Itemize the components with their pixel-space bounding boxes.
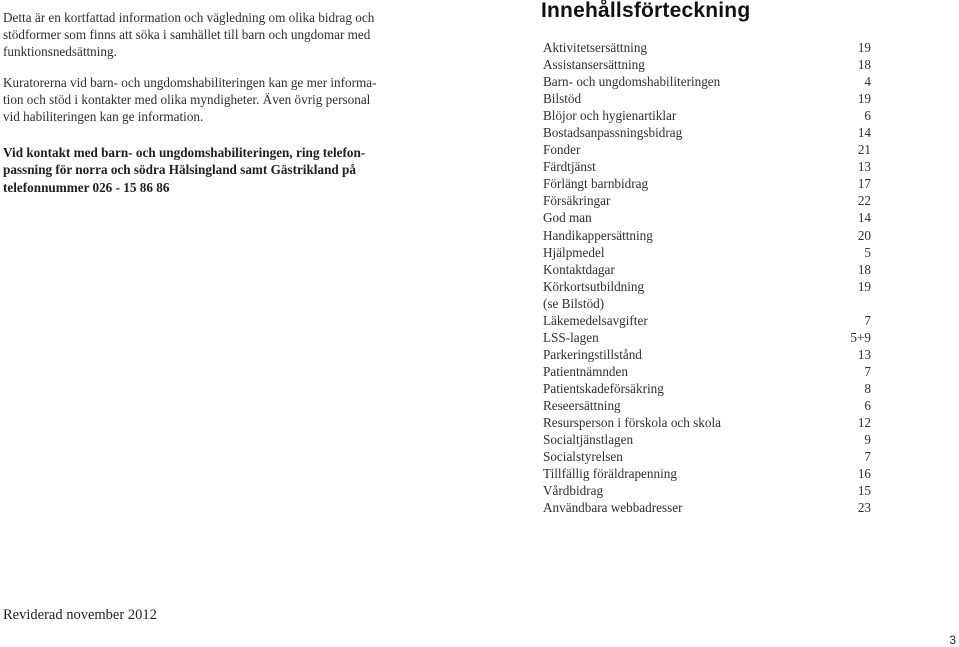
- toc-entry-page: 14: [857, 125, 871, 141]
- toc-entry: [543, 261, 871, 278]
- toc-entry-label: (se Bilstöd): [543, 295, 605, 311]
- toc-entry-label: LSS-lagen: [543, 329, 599, 345]
- toc-entry: [543, 278, 871, 295]
- toc-entry: [543, 227, 871, 244]
- toc-entry: [543, 141, 871, 158]
- toc-entry: [543, 482, 871, 499]
- toc-entry-label: Kontaktdagar: [543, 261, 615, 277]
- toc-entry-page: 12: [857, 415, 871, 431]
- toc-entry: [543, 499, 871, 516]
- toc-entry: [543, 56, 871, 73]
- contact-paragraph: [3, 144, 398, 196]
- toc-entry-label: Resursperson i förskola och skola: [543, 415, 721, 431]
- toc-entry-page: 19: [857, 91, 871, 107]
- toc-entry-label: Fonder: [543, 142, 581, 158]
- toc-entry-page: 15: [857, 483, 871, 499]
- toc-entry-page: 19: [857, 278, 871, 294]
- toc-entry-page: 9: [864, 432, 871, 448]
- toc-entry-page: 13: [857, 346, 871, 362]
- page-number: 3: [949, 633, 956, 647]
- toc-entry-label: Förlängt barnbidrag: [543, 176, 649, 192]
- toc-entry-label: Assistansersättning: [543, 57, 645, 73]
- toc-entry-page: 5: [864, 244, 871, 260]
- toc-entry: [543, 90, 871, 107]
- toc-entry-label: Bilstöd: [543, 91, 582, 107]
- toc-entry: [543, 414, 871, 431]
- toc-entry-label: Aktivitetsersättning: [543, 40, 648, 55]
- toc-entry: [543, 329, 871, 346]
- toc-entry-label: Bostadsanpassningsbidrag: [543, 125, 683, 141]
- text-line: vid habiliteringen kan ge information.: [3, 109, 204, 125]
- toc-entry: [543, 431, 871, 448]
- text-line: telefonnummer 026 - 15 86 86: [3, 179, 170, 195]
- text-line: passning för norra och södra Hälsingland samt Gästrikland på: [3, 162, 356, 178]
- toc-entry-label: Användbara webbadresser: [543, 500, 683, 516]
- toc-entry-label: Handikappersättning: [543, 227, 653, 243]
- toc-entry-page: 6: [864, 397, 871, 413]
- toc-entry-label: Parkeringstillstånd: [543, 346, 642, 362]
- toc-entry-page: 4: [864, 74, 871, 90]
- toc-entry: [543, 346, 871, 363]
- table-of-contents: [541, 0, 871, 516]
- toc-entry-page: 5+9: [850, 329, 871, 345]
- text-line: Kuratorerna vid barn- och ungdomshabiliteringen kan ge mer informa-: [3, 74, 377, 90]
- toc-entry-page: 8: [864, 380, 871, 396]
- toc-entry-page: 18: [857, 57, 871, 73]
- text-line: funktionsnedsättning.: [3, 44, 117, 60]
- text-line: stödformer som finns att söka i samhället till barn och ungdomar med: [3, 27, 371, 43]
- toc-entry: [543, 397, 871, 414]
- toc-entry-page: 7: [864, 449, 871, 465]
- toc-entry-label: Reseersättning: [543, 397, 621, 413]
- toc-entry-page: 19: [857, 40, 871, 55]
- toc-entry: [543, 363, 871, 380]
- toc-entry-page: 23: [857, 500, 871, 516]
- toc-entry-page: 18: [857, 261, 871, 277]
- toc-entry: [543, 312, 871, 329]
- revision-note: Reviderad november 2012: [3, 607, 157, 623]
- toc-entry: [543, 39, 871, 56]
- toc-entry-label: Körkortsutbildning: [543, 278, 645, 294]
- toc-entry: [543, 244, 871, 261]
- toc-entry-page: 20: [857, 227, 871, 243]
- toc-entry-label: God man: [543, 210, 592, 226]
- toc-entry-label: Blöjor och hygienartiklar: [543, 108, 677, 124]
- toc-entry-page: 17: [857, 176, 871, 192]
- toc-entry-label: Färdtjänst: [543, 159, 596, 175]
- toc-entry: [543, 158, 871, 175]
- toc-list: [543, 39, 871, 516]
- toc-entry-page: 6: [864, 108, 871, 124]
- toc-entry-label: Socialstyrelsen: [543, 449, 623, 465]
- toc-entry-label: Hjälpmedel: [543, 244, 605, 260]
- toc-entry: [543, 175, 871, 192]
- toc-entry-label: Vårdbidrag: [543, 483, 604, 499]
- toc-entry: [543, 209, 871, 226]
- toc-entry-page: 7: [864, 363, 871, 379]
- toc-entry-label: Barn- och ungdomshabiliteringen: [543, 74, 721, 90]
- text-line: Detta är en kortfattad information och vägledning om olika bidrag och: [3, 10, 375, 25]
- toc-entry-page: 7: [864, 312, 871, 328]
- toc-entry-label: Socialtjänstlagen: [543, 432, 634, 448]
- toc-entry: [543, 448, 871, 465]
- toc-entry-label: Försäkringar: [543, 193, 611, 209]
- toc-entry-page: 13: [857, 159, 871, 175]
- text-line: tion och stöd i kontakter med olika myndigheter. Även övrig personal: [3, 91, 371, 107]
- toc-entry-page: 22: [857, 193, 871, 209]
- toc-entry: [543, 295, 871, 312]
- toc-entry: [543, 380, 871, 397]
- toc-entry: [543, 124, 871, 141]
- toc-entry: [543, 107, 871, 124]
- intro-column: [3, 9, 398, 209]
- toc-entry-label: Läkemedelsavgifter: [543, 312, 648, 328]
- toc-entry-page: 21: [857, 142, 871, 158]
- toc-entry-page: 14: [857, 210, 871, 226]
- curator-paragraph: [3, 74, 398, 126]
- toc-entry-label: Patientskadeförsäkring: [543, 380, 664, 396]
- text-line: Vid kontakt med barn- och ungdomshabiliteringen, ring telefon-: [3, 145, 366, 161]
- toc-entry: [543, 465, 871, 482]
- toc-entry-page: 16: [857, 466, 871, 482]
- toc-entry: [543, 192, 871, 209]
- toc-entry-label: Tillfällig föräldrapenning: [543, 466, 677, 482]
- toc-entry: [543, 73, 871, 90]
- toc-entry-label: Patientnämnden: [543, 363, 628, 379]
- toc-title: Innehållsförteckning: [541, 0, 751, 22]
- intro-paragraph: [3, 9, 398, 61]
